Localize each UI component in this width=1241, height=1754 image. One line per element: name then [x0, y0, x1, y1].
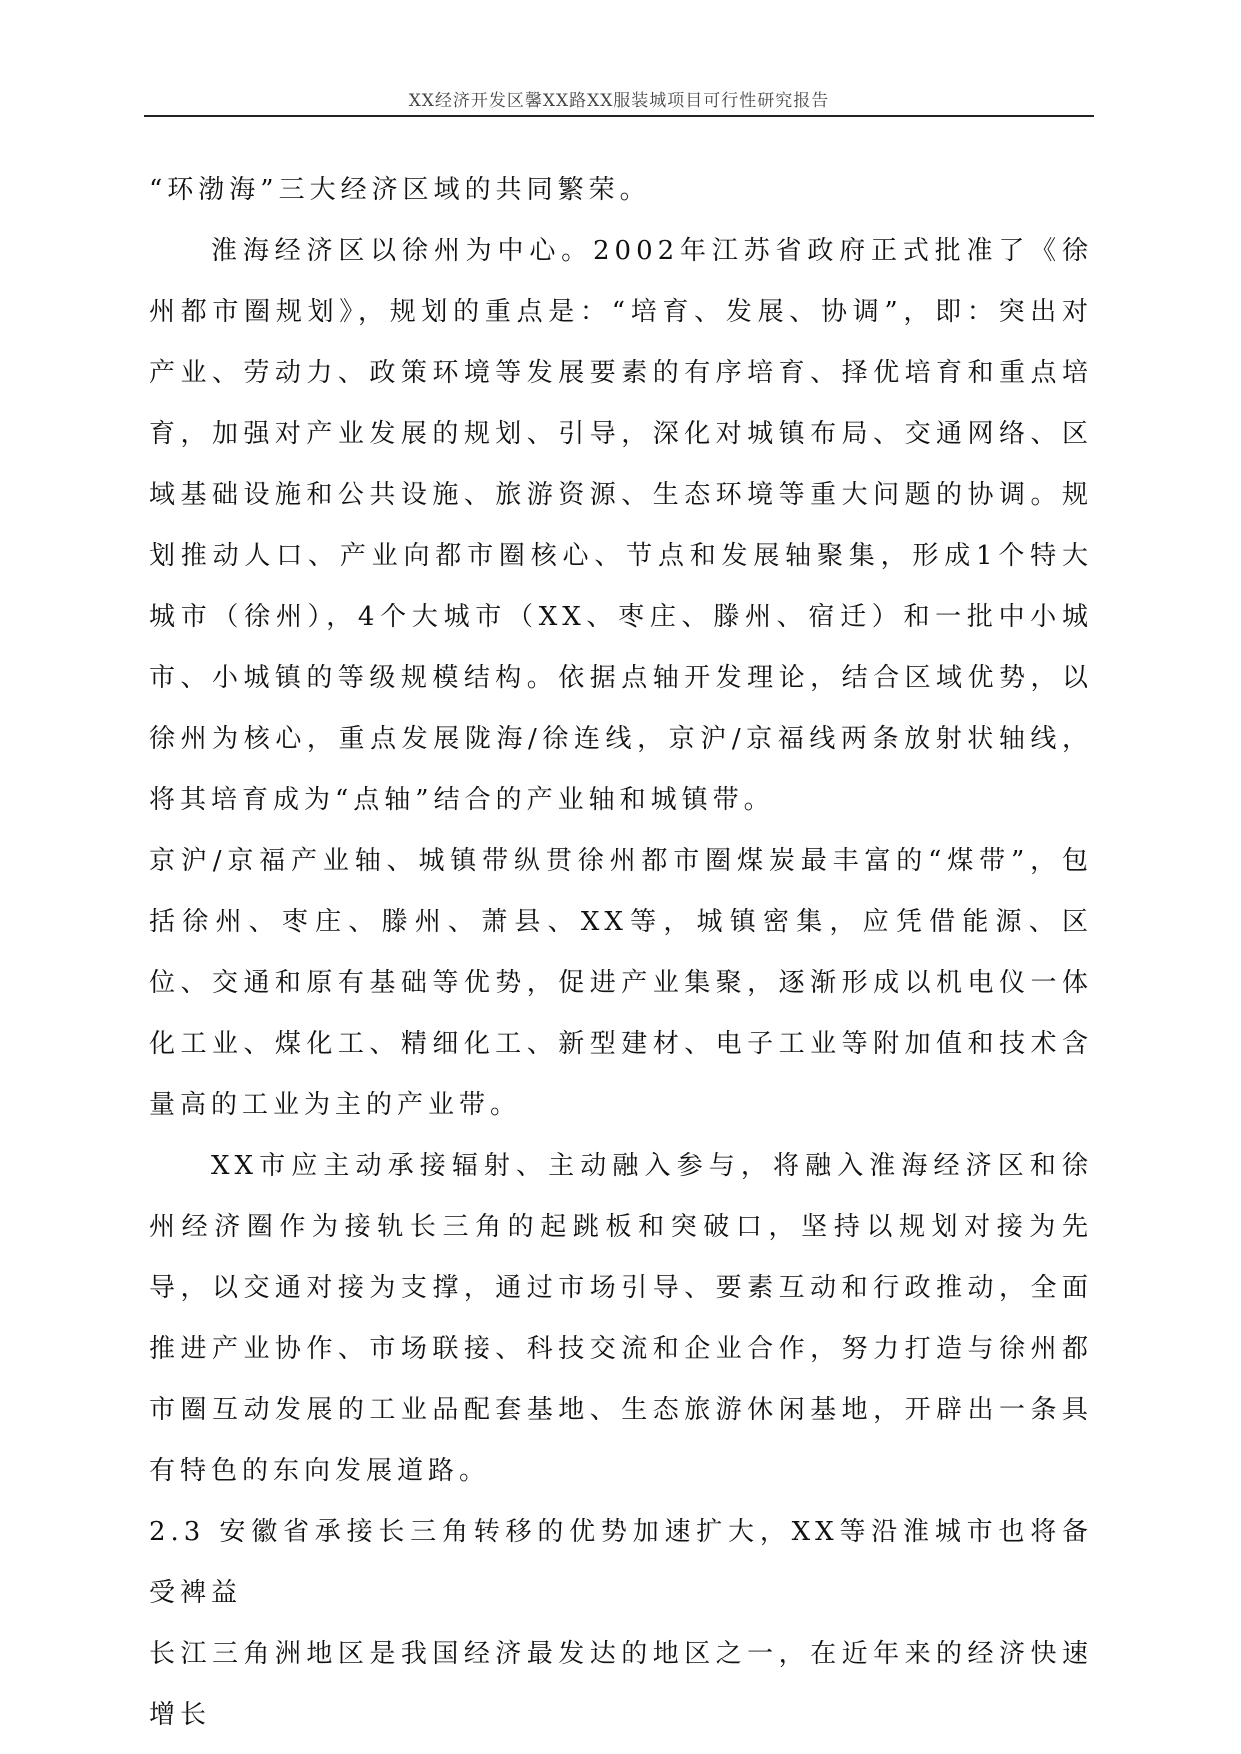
paragraph-continuation: “环渤海”三大经济区域的共同繁荣。	[149, 175, 651, 205]
header-divider	[144, 115, 1094, 117]
page-header: XX经济开发区馨XX路XX服装城项目可行性研究报告	[408, 91, 830, 111]
paragraph-industrial-axis: 京沪/京福产业轴、城镇带纵贯徐州都市圈煤炭最丰富的“煤带”，包括徐州、枣庄、滕州、萧县、XX等，城镇密集，应凭借能源、区位、交通和原有基础等优势，促进产业集聚，逐渐形成以机电仪一体化工业、煤化工、精细化工、新型建材、电子工业等附加值和技术含量高的工业为主的产业带。	[149, 846, 1093, 1120]
paragraph-yangtze-delta: 长江三角洲地区是我国经济最发达的地区之一，在近年来的经济快速增长	[149, 1639, 1093, 1730]
document-body	[149, 160, 1093, 1746]
paragraph-huaihai-region: 淮海经济区以徐州为中心。2002年江苏省政府正式批准了《徐州都市圈规划》，规划的重点是：“培育、发展、协调”，即：突出对产业、劳动力、政策环境等发展要素的有序培育、择优培育和重点培育，加强对产业发展的规划、引导，深化对城镇布局、交通网络、区域基础设施和公共设施、旅游资源、生态环境等重大问题的协调。规划推动人口、产业向都市圈核心、节点和发展轴聚集，形成1个特大城市（徐州），4个大城市（XX、枣庄、滕州、宿迁）和一批中小城市、小城镇的等级规模结构。依据点轴开发理论，结合区域优势，以徐州为核心，重点发展陇海/徐连线，京沪/京福线两条放射状轴线，将其培育成为“点轴”结合的产业轴和城镇带。	[149, 236, 1093, 815]
paragraph-city-strategy: XX市应主动承接辐射、主动融入参与，将融入淮海经济区和徐州经济圈作为接轨长三角的起跳板和突破口，坚持以规划对接为先导，以交通对接为支撑，通过市场引导、要素互动和行政推动，全面推进产业协作、市场联接、科技交流和企业合作，努力打造与徐州都市圈互动发展的工业品配套基地、生态旅游休闲基地，开辟出一条具有特色的东向发展道路。	[149, 1151, 1093, 1486]
section-heading-2-3: 2.3 安徽省承接长三角转移的优势加速扩大，XX等沿淮城市也将备受裨益	[149, 1517, 1093, 1608]
